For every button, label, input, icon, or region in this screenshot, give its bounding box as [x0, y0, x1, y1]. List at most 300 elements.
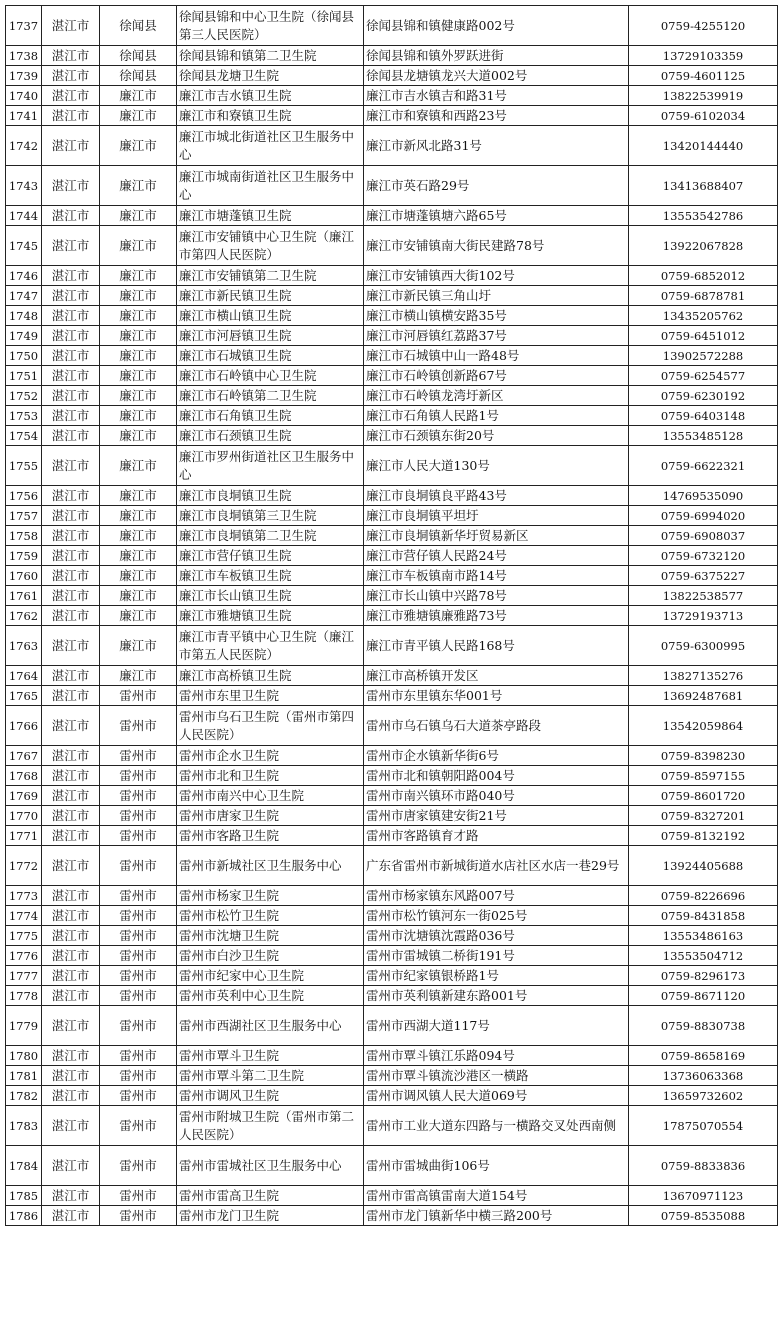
city-cell: 湛江市 — [42, 926, 100, 946]
row-number: 1744 — [6, 206, 42, 226]
city-cell: 湛江市 — [42, 1146, 100, 1186]
address-cell: 廉江市吉水镇吉和路31号 — [364, 86, 629, 106]
city-cell: 湛江市 — [42, 1086, 100, 1106]
table-row — [6, 906, 778, 926]
row-number: 1767 — [6, 746, 42, 766]
city-cell: 湛江市 — [42, 686, 100, 706]
row-number: 1765 — [6, 686, 42, 706]
address-cell: 雷州市北和镇朝阳路004号 — [364, 766, 629, 786]
institution-name-cell: 徐闻县龙塘卫生院 — [177, 66, 364, 86]
row-number: 1778 — [6, 986, 42, 1006]
table-row — [6, 526, 778, 546]
city-cell: 湛江市 — [42, 286, 100, 306]
county-cell: 雷州市 — [100, 1206, 177, 1226]
county-cell: 雷州市 — [100, 1006, 177, 1046]
county-cell: 廉江市 — [100, 546, 177, 566]
county-cell: 雷州市 — [100, 1186, 177, 1206]
row-number: 1738 — [6, 46, 42, 66]
county-cell: 廉江市 — [100, 106, 177, 126]
institution-name-cell: 雷州市纪家中心卫生院 — [177, 966, 364, 986]
institution-name-cell: 徐闻县锦和镇第二卫生院 — [177, 46, 364, 66]
county-cell: 雷州市 — [100, 806, 177, 826]
county-cell: 廉江市 — [100, 586, 177, 606]
institution-name-cell: 雷州市松竹卫生院 — [177, 906, 364, 926]
row-number: 1742 — [6, 126, 42, 166]
phone-cell: 13922067828 — [629, 226, 778, 266]
institution-name-cell: 雷州市北和卫生院 — [177, 766, 364, 786]
table-row — [6, 746, 778, 766]
county-cell: 雷州市 — [100, 686, 177, 706]
county-cell: 廉江市 — [100, 426, 177, 446]
row-number: 1786 — [6, 1206, 42, 1226]
row-number: 1780 — [6, 1046, 42, 1066]
county-cell: 廉江市 — [100, 526, 177, 546]
institution-name-cell: 雷州市雷高卫生院 — [177, 1186, 364, 1206]
county-cell: 廉江市 — [100, 166, 177, 206]
institution-name-cell: 雷州市客路卫生院 — [177, 826, 364, 846]
institution-name-cell: 廉江市安铺镇第二卫生院 — [177, 266, 364, 286]
institution-name-cell: 廉江市良垌镇第二卫生院 — [177, 526, 364, 546]
phone-cell: 13736063368 — [629, 1066, 778, 1086]
city-cell: 湛江市 — [42, 166, 100, 206]
county-cell: 廉江市 — [100, 406, 177, 426]
phone-cell: 13692487681 — [629, 686, 778, 706]
row-number: 1747 — [6, 286, 42, 306]
phone-cell: 13822538577 — [629, 586, 778, 606]
row-number: 1743 — [6, 166, 42, 206]
institution-name-cell: 廉江市城南街道社区卫生服务中心 — [177, 166, 364, 206]
phone-cell: 13413688407 — [629, 166, 778, 206]
table-row — [6, 986, 778, 1006]
phone-cell: 13924405688 — [629, 846, 778, 886]
table-row — [6, 366, 778, 386]
row-number: 1753 — [6, 406, 42, 426]
institution-name-cell: 廉江市雅塘镇卫生院 — [177, 606, 364, 626]
county-cell: 雷州市 — [100, 1046, 177, 1066]
institution-name-cell: 廉江市塘蓬镇卫生院 — [177, 206, 364, 226]
county-cell: 廉江市 — [100, 266, 177, 286]
city-cell: 湛江市 — [42, 326, 100, 346]
address-cell: 雷州市南兴镇环市路040号 — [364, 786, 629, 806]
phone-cell: 0759-8431858 — [629, 906, 778, 926]
county-cell: 廉江市 — [100, 566, 177, 586]
city-cell: 湛江市 — [42, 406, 100, 426]
city-cell: 湛江市 — [42, 566, 100, 586]
phone-cell: 0759-6102034 — [629, 106, 778, 126]
institution-name-cell: 雷州市南兴中心卫生院 — [177, 786, 364, 806]
institution-name-cell: 雷州市覃斗第二卫生院 — [177, 1066, 364, 1086]
table-row — [6, 806, 778, 826]
city-cell: 湛江市 — [42, 886, 100, 906]
institution-name-cell: 雷州市西湖社区卫生服务中心 — [177, 1006, 364, 1046]
phone-cell: 0759-8296173 — [629, 966, 778, 986]
city-cell: 湛江市 — [42, 66, 100, 86]
address-cell: 廉江市安铺镇西大街102号 — [364, 266, 629, 286]
address-cell: 雷州市雷城镇二桥街191号 — [364, 946, 629, 966]
table-row — [6, 1186, 778, 1206]
phone-cell: 0759-8833836 — [629, 1146, 778, 1186]
phone-cell: 13659732602 — [629, 1086, 778, 1106]
table-row — [6, 506, 778, 526]
institution-name-cell: 雷州市唐家卫生院 — [177, 806, 364, 826]
county-cell: 廉江市 — [100, 506, 177, 526]
phone-cell: 0759-8671120 — [629, 986, 778, 1006]
county-cell: 廉江市 — [100, 326, 177, 346]
county-cell: 徐闻县 — [100, 66, 177, 86]
table-row — [6, 326, 778, 346]
table-row — [6, 406, 778, 426]
address-cell: 雷州市客路镇育才路 — [364, 826, 629, 846]
county-cell: 雷州市 — [100, 966, 177, 986]
address-cell: 廉江市石颈镇东街20号 — [364, 426, 629, 446]
table-row — [6, 46, 778, 66]
table-row — [6, 786, 778, 806]
institution-name-cell: 廉江市高桥镇卫生院 — [177, 666, 364, 686]
address-cell: 雷州市覃斗镇江乐路094号 — [364, 1046, 629, 1066]
county-cell: 雷州市 — [100, 886, 177, 906]
row-number: 1766 — [6, 706, 42, 746]
institution-name-cell: 雷州市调风卫生院 — [177, 1086, 364, 1106]
phone-cell: 0759-6994020 — [629, 506, 778, 526]
county-cell: 廉江市 — [100, 86, 177, 106]
county-cell: 雷州市 — [100, 1146, 177, 1186]
city-cell: 湛江市 — [42, 806, 100, 826]
phone-cell: 0759-8398230 — [629, 746, 778, 766]
city-cell: 湛江市 — [42, 366, 100, 386]
row-number: 1784 — [6, 1146, 42, 1186]
county-cell: 雷州市 — [100, 926, 177, 946]
phone-cell: 0759-6622321 — [629, 446, 778, 486]
county-cell: 廉江市 — [100, 346, 177, 366]
institution-name-cell: 廉江市横山镇卫生院 — [177, 306, 364, 326]
city-cell: 湛江市 — [42, 1206, 100, 1226]
health-center-table — [5, 5, 778, 1226]
county-cell: 雷州市 — [100, 1066, 177, 1086]
city-cell: 湛江市 — [42, 846, 100, 886]
institution-name-cell: 廉江市长山镇卫生院 — [177, 586, 364, 606]
county-cell: 雷州市 — [100, 986, 177, 1006]
city-cell: 湛江市 — [42, 986, 100, 1006]
phone-cell: 0759-6254577 — [629, 366, 778, 386]
row-number: 1761 — [6, 586, 42, 606]
row-number: 1762 — [6, 606, 42, 626]
address-cell: 廉江市安铺镇南大街民建路78号 — [364, 226, 629, 266]
row-number: 1770 — [6, 806, 42, 826]
institution-name-cell: 廉江市城北街道社区卫生服务中心 — [177, 126, 364, 166]
city-cell: 湛江市 — [42, 666, 100, 686]
row-number: 1774 — [6, 906, 42, 926]
phone-cell: 13902572288 — [629, 346, 778, 366]
row-number: 1768 — [6, 766, 42, 786]
city-cell: 湛江市 — [42, 106, 100, 126]
phone-cell: 13420144440 — [629, 126, 778, 166]
institution-name-cell: 廉江市石岭镇中心卫生院 — [177, 366, 364, 386]
table-row — [6, 846, 778, 886]
address-cell: 廉江市塘蓬镇塘六路65号 — [364, 206, 629, 226]
row-number: 1746 — [6, 266, 42, 286]
address-cell: 雷州市英利镇新建东路001号 — [364, 986, 629, 1006]
county-cell: 徐闻县 — [100, 6, 177, 46]
table-row — [6, 486, 778, 506]
phone-cell: 0759-4255120 — [629, 6, 778, 46]
table-row — [6, 706, 778, 746]
institution-name-cell: 廉江市石颈镇卫生院 — [177, 426, 364, 446]
table-row — [6, 586, 778, 606]
table-row — [6, 266, 778, 286]
row-number: 1782 — [6, 1086, 42, 1106]
document-page — [5, 5, 777, 1336]
table-row — [6, 426, 778, 446]
row-number: 1773 — [6, 886, 42, 906]
city-cell: 湛江市 — [42, 126, 100, 166]
county-cell: 廉江市 — [100, 306, 177, 326]
table-row — [6, 1046, 778, 1066]
institution-name-cell: 雷州市沈塘卫生院 — [177, 926, 364, 946]
institution-name-cell: 廉江市新民镇卫生院 — [177, 286, 364, 306]
address-cell: 廉江市和寮镇和西路23号 — [364, 106, 629, 126]
table-row — [6, 106, 778, 126]
row-number: 1757 — [6, 506, 42, 526]
address-cell: 雷州市调风镇人民大道069号 — [364, 1086, 629, 1106]
city-cell: 湛江市 — [42, 1046, 100, 1066]
address-cell: 廉江市河唇镇红荔路37号 — [364, 326, 629, 346]
table-row — [6, 446, 778, 486]
phone-cell: 13729103359 — [629, 46, 778, 66]
county-cell: 廉江市 — [100, 386, 177, 406]
address-cell: 廉江市青平镇人民路168号 — [364, 626, 629, 666]
row-number: 1739 — [6, 66, 42, 86]
address-cell: 雷州市企水镇新华街6号 — [364, 746, 629, 766]
phone-cell: 0759-8658169 — [629, 1046, 778, 1066]
table-row — [6, 626, 778, 666]
phone-cell: 0759-6300995 — [629, 626, 778, 666]
phone-cell: 13553485128 — [629, 426, 778, 446]
address-cell: 雷州市唐家镇建安街21号 — [364, 806, 629, 826]
address-cell: 廉江市营仔镇人民路24号 — [364, 546, 629, 566]
address-cell: 廉江市良垌镇新华圩贸易新区 — [364, 526, 629, 546]
city-cell: 湛江市 — [42, 606, 100, 626]
table-row — [6, 886, 778, 906]
institution-name-cell: 雷州市乌石卫生院（雷州市第四人民医院） — [177, 706, 364, 746]
row-number: 1776 — [6, 946, 42, 966]
city-cell: 湛江市 — [42, 266, 100, 286]
row-number: 1741 — [6, 106, 42, 126]
table-body — [6, 6, 778, 1226]
address-cell: 雷州市杨家镇东风路007号 — [364, 886, 629, 906]
phone-cell: 0759-8226696 — [629, 886, 778, 906]
phone-cell: 13822539919 — [629, 86, 778, 106]
row-number: 1779 — [6, 1006, 42, 1046]
city-cell: 湛江市 — [42, 1186, 100, 1206]
phone-cell: 0759-8830738 — [629, 1006, 778, 1046]
table-row — [6, 206, 778, 226]
institution-name-cell: 廉江市河唇镇卫生院 — [177, 326, 364, 346]
table-row — [6, 306, 778, 326]
row-number: 1763 — [6, 626, 42, 666]
address-cell: 廉江市雅塘镇廉雅路73号 — [364, 606, 629, 626]
institution-name-cell: 廉江市石城镇卫生院 — [177, 346, 364, 366]
city-cell: 湛江市 — [42, 746, 100, 766]
address-cell: 雷州市雷高镇雷南大道154号 — [364, 1186, 629, 1206]
address-cell: 雷州市松竹镇河东一街025号 — [364, 906, 629, 926]
institution-name-cell: 雷州市覃斗卫生院 — [177, 1046, 364, 1066]
city-cell: 湛江市 — [42, 786, 100, 806]
institution-name-cell: 雷州市新城社区卫生服务中心 — [177, 846, 364, 886]
phone-cell: 0759-6732120 — [629, 546, 778, 566]
institution-name-cell: 雷州市附城卫生院（雷州市第二人民医院） — [177, 1106, 364, 1146]
row-number: 1775 — [6, 926, 42, 946]
institution-name-cell: 廉江市罗州街道社区卫生服务中心 — [177, 446, 364, 486]
county-cell: 雷州市 — [100, 1086, 177, 1106]
city-cell: 湛江市 — [42, 446, 100, 486]
table-row — [6, 546, 778, 566]
phone-cell: 13729193713 — [629, 606, 778, 626]
row-number: 1772 — [6, 846, 42, 886]
institution-name-cell: 徐闻县锦和中心卫生院（徐闻县第三人民医院） — [177, 6, 364, 46]
phone-cell: 0759-6375227 — [629, 566, 778, 586]
phone-cell: 13435205762 — [629, 306, 778, 326]
county-cell: 廉江市 — [100, 486, 177, 506]
row-number: 1755 — [6, 446, 42, 486]
row-number: 1759 — [6, 546, 42, 566]
address-cell: 雷州市纪家镇银桥路1号 — [364, 966, 629, 986]
institution-name-cell: 廉江市车板镇卫生院 — [177, 566, 364, 586]
address-cell: 廉江市人民大道130号 — [364, 446, 629, 486]
institution-name-cell: 雷州市东里卫生院 — [177, 686, 364, 706]
city-cell: 湛江市 — [42, 526, 100, 546]
row-number: 1781 — [6, 1066, 42, 1086]
table-row — [6, 686, 778, 706]
row-number: 1783 — [6, 1106, 42, 1146]
institution-name-cell: 雷州市杨家卫生院 — [177, 886, 364, 906]
address-cell: 徐闻县锦和镇外罗跃进街 — [364, 46, 629, 66]
city-cell: 湛江市 — [42, 1006, 100, 1046]
address-cell: 廉江市石岭镇龙湾圩新区 — [364, 386, 629, 406]
address-cell: 廉江市高桥镇开发区 — [364, 666, 629, 686]
table-row — [6, 1086, 778, 1106]
table-row — [6, 606, 778, 626]
address-cell: 广东省雷州市新城街道水店社区水店一巷29号 — [364, 846, 629, 886]
table-row — [6, 826, 778, 846]
institution-name-cell: 雷州市英利中心卫生院 — [177, 986, 364, 1006]
address-cell: 雷州市西湖大道117号 — [364, 1006, 629, 1046]
city-cell: 湛江市 — [42, 546, 100, 566]
city-cell: 湛江市 — [42, 706, 100, 746]
city-cell: 湛江市 — [42, 486, 100, 506]
county-cell: 雷州市 — [100, 766, 177, 786]
county-cell: 廉江市 — [100, 226, 177, 266]
city-cell: 湛江市 — [42, 586, 100, 606]
county-cell: 廉江市 — [100, 206, 177, 226]
phone-cell: 17875070554 — [629, 1106, 778, 1146]
county-cell: 廉江市 — [100, 126, 177, 166]
table-row — [6, 166, 778, 206]
county-cell: 徐闻县 — [100, 46, 177, 66]
institution-name-cell: 廉江市良垌镇卫生院 — [177, 486, 364, 506]
row-number: 1771 — [6, 826, 42, 846]
row-number: 1777 — [6, 966, 42, 986]
institution-name-cell: 雷州市雷城社区卫生服务中心 — [177, 1146, 364, 1186]
phone-cell: 13553504712 — [629, 946, 778, 966]
county-cell: 雷州市 — [100, 826, 177, 846]
phone-cell: 13827135276 — [629, 666, 778, 686]
address-cell: 廉江市长山镇中兴路78号 — [364, 586, 629, 606]
city-cell: 湛江市 — [42, 86, 100, 106]
table-row — [6, 1006, 778, 1046]
address-cell: 廉江市车板镇南市路14号 — [364, 566, 629, 586]
city-cell: 湛江市 — [42, 6, 100, 46]
phone-cell: 0759-6451012 — [629, 326, 778, 346]
row-number: 1749 — [6, 326, 42, 346]
phone-cell: 0759-6908037 — [629, 526, 778, 546]
row-number: 1769 — [6, 786, 42, 806]
address-cell: 雷州市龙门镇新华中横三路200号 — [364, 1206, 629, 1226]
row-number: 1764 — [6, 666, 42, 686]
row-number: 1756 — [6, 486, 42, 506]
county-cell: 雷州市 — [100, 786, 177, 806]
table-row — [6, 286, 778, 306]
table-row — [6, 1206, 778, 1226]
county-cell: 廉江市 — [100, 606, 177, 626]
phone-cell: 0759-8597155 — [629, 766, 778, 786]
institution-name-cell: 廉江市良垌镇第三卫生院 — [177, 506, 364, 526]
county-cell: 廉江市 — [100, 446, 177, 486]
county-cell: 雷州市 — [100, 706, 177, 746]
table-row — [6, 1146, 778, 1186]
row-number: 1750 — [6, 346, 42, 366]
city-cell: 湛江市 — [42, 626, 100, 666]
phone-cell: 0759-8132192 — [629, 826, 778, 846]
phone-cell: 0759-8535088 — [629, 1206, 778, 1226]
city-cell: 湛江市 — [42, 426, 100, 446]
address-cell: 徐闻县锦和镇健康路002号 — [364, 6, 629, 46]
address-cell: 雷州市东里镇东华001号 — [364, 686, 629, 706]
address-cell: 雷州市覃斗镇流沙港区一横路 — [364, 1066, 629, 1086]
county-cell: 廉江市 — [100, 626, 177, 666]
address-cell: 廉江市横山镇横安路35号 — [364, 306, 629, 326]
table-row — [6, 226, 778, 266]
address-cell: 廉江市良垌镇平坦圩 — [364, 506, 629, 526]
table-row — [6, 66, 778, 86]
address-cell: 廉江市石岭镇创新路67号 — [364, 366, 629, 386]
row-number: 1748 — [6, 306, 42, 326]
institution-name-cell: 廉江市吉水镇卫生院 — [177, 86, 364, 106]
institution-name-cell: 廉江市安铺镇中心卫生院（廉江市第四人民医院） — [177, 226, 364, 266]
institution-name-cell: 雷州市企水卫生院 — [177, 746, 364, 766]
institution-name-cell: 雷州市龙门卫生院 — [177, 1206, 364, 1226]
phone-cell: 0759-6403148 — [629, 406, 778, 426]
table-row — [6, 1106, 778, 1146]
row-number: 1785 — [6, 1186, 42, 1206]
city-cell: 湛江市 — [42, 386, 100, 406]
phone-cell: 14769535090 — [629, 486, 778, 506]
row-number: 1760 — [6, 566, 42, 586]
county-cell: 廉江市 — [100, 666, 177, 686]
county-cell: 雷州市 — [100, 906, 177, 926]
phone-cell: 0759-6878781 — [629, 286, 778, 306]
city-cell: 湛江市 — [42, 506, 100, 526]
address-cell: 廉江市石城镇中山一路48号 — [364, 346, 629, 366]
address-cell: 廉江市英石路29号 — [364, 166, 629, 206]
city-cell: 湛江市 — [42, 966, 100, 986]
address-cell: 雷州市雷城曲街106号 — [364, 1146, 629, 1186]
table-row — [6, 6, 778, 46]
table-row — [6, 966, 778, 986]
city-cell: 湛江市 — [42, 346, 100, 366]
address-cell: 廉江市良垌镇良平路43号 — [364, 486, 629, 506]
address-cell: 雷州市乌石镇乌石大道茶亭路段 — [364, 706, 629, 746]
county-cell: 廉江市 — [100, 366, 177, 386]
